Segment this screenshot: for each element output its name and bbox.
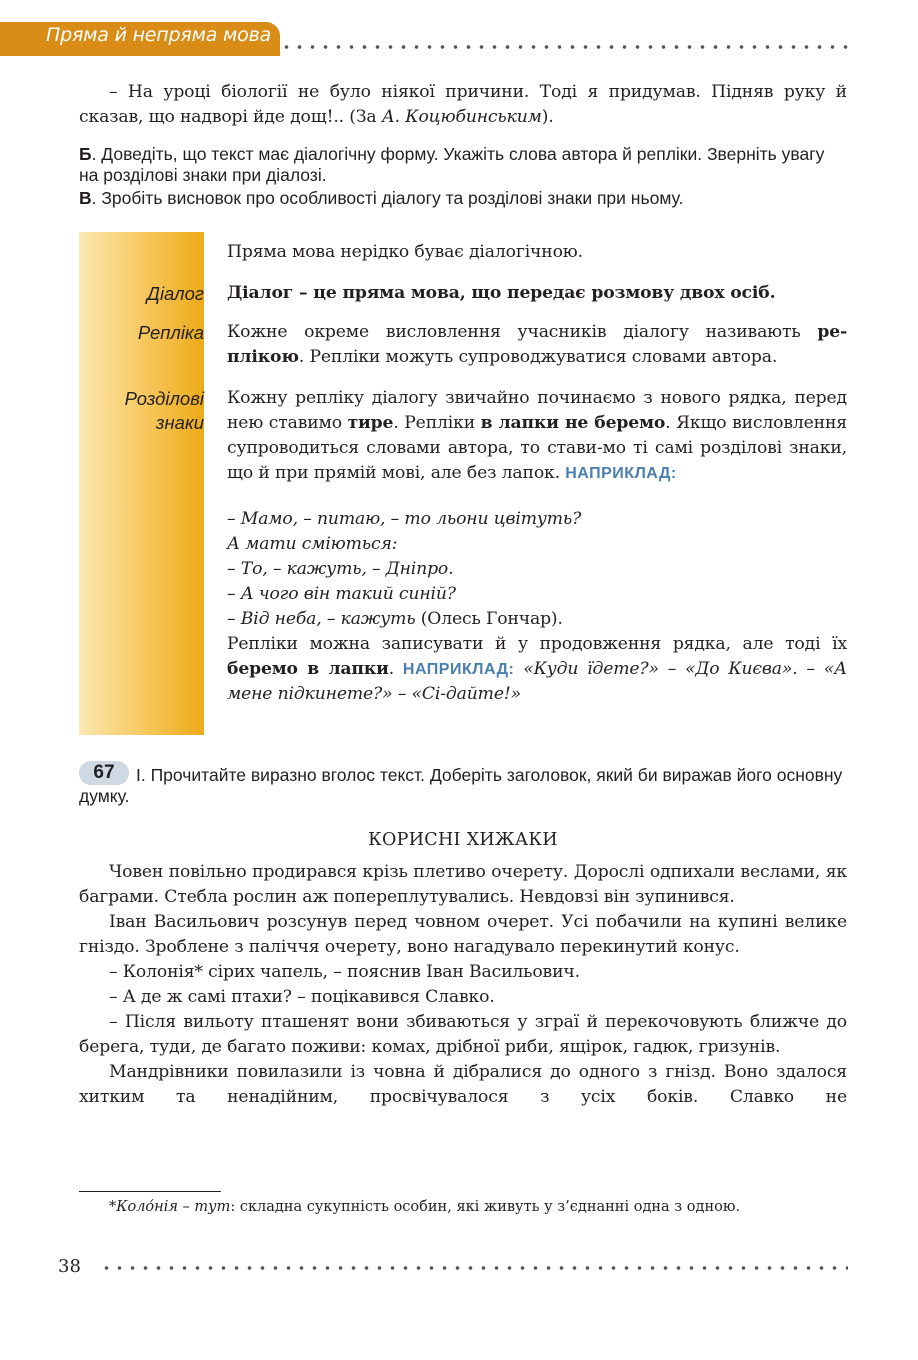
rule-punctuation: Кожну репліку діалогу звичайно починаємо з нового рядка, перед нею ставимо тире. Репліки в лапки не беремо. Якщо висловлення супроводиться словами автора, то стави-мо ті самі розділові знаки, що й при прямій мові, але без лапок. НАПРИКЛАД:: [227, 388, 847, 483]
story-paragraph: Іван Васильович розсунув перед човном очерет. Усі побачили на купині велике гніздо. Зроблене з паліччя очерету, воно нагадувало перекинутий конус.: [79, 912, 847, 957]
example-line: – Мамо, – питаю, – то льони цвітуть?: [227, 509, 582, 529]
rule-definition: Діалог – це пряма мова, що передає розмову двох осіб.: [227, 283, 776, 303]
footer-dotted-line: [100, 1265, 848, 1271]
rule-intro: Пряма мова нерідко буває діалогічною.: [227, 242, 583, 262]
story-text: [79, 860, 847, 1110]
story-paragraph: Човен повільно продирався крізь плетиво очерету. Дорослі одпихали веслами, як баграми. Стебла рослин аж попереплутувались. Невдовзі він зупинився.: [79, 862, 847, 907]
exercise-number-badge: 67: [79, 761, 129, 785]
exercise-67-task: І. Прочитайте виразно вголос текст. Доберіть заголовок, який би виражав його основну думку.: [79, 765, 843, 806]
intro-text: [79, 80, 847, 130]
example-line: – То, – кажуть, – Дніпро.: [227, 559, 454, 579]
sidebar-label-punctuation-1: Розділові: [124, 388, 204, 409]
footnote: *Коло́нія – тут: складна сукупність особин, які живуть у з’єднанні одна з одною.: [109, 1199, 741, 1215]
example-line: – Від неба, – кажуть (Олесь Гончар).: [227, 609, 563, 629]
story-paragraph: – Колонія* сірих чапель, – пояснив Іван Васильович.: [109, 962, 580, 982]
intro-paragraph: – На уроці біології не було ніякої причини. Тоді я придумав. Підняв руку й сказав, що надворі йде дощ!.. (За А. Коцюбинським).: [79, 82, 847, 127]
header-dotted-line: [280, 44, 848, 50]
story-paragraph: Мандрівники повилазили із човна й дібралися до одного з гнізд. Воно здалося хитким та ненадійним, просвічувалося з усіх боків. Славко не: [79, 1062, 847, 1107]
page-number: 38: [58, 1256, 81, 1277]
rule-example-dialog: [227, 507, 847, 632]
rule-sidebar: [79, 232, 204, 735]
rule-inline-dialog: Репліки можна записувати й у продовження рядка, але тоді їх беремо в лапки. НАПРИКЛАД: «Куди їдете?» – «До Києва». – «А мене підкинете?» – «Сі-дайте!»: [227, 634, 847, 704]
story-title: КОРИСНІ ХИЖАКИ: [368, 830, 558, 850]
story-paragraph: – А де ж самі птахи? – поцікавився Славко.: [109, 987, 495, 1007]
section-title: Пряма й непряма мова: [46, 24, 272, 46]
example-line: А мати сміються:: [227, 534, 398, 554]
task-v: В. Зробіть висновок про особливості діалогу та розділові знаки при ньому.: [79, 188, 684, 208]
example-label: НАПРИКЛАД:: [565, 465, 677, 482]
rule-replica: Кожне окреме висловлення учасників діалогу називають ре-плікою. Репліки можуть супроводжуватися словами автора.: [227, 322, 847, 367]
story-paragraph: – Після вильоту пташенят вони збиваються у зграї й перекочовують ближче до берега, туди, де багато поживи: комах, дрібної риби, ящірок, гадюк, гризунів.: [79, 1012, 847, 1057]
sidebar-label-dialog: Діалог: [146, 283, 204, 304]
example-line: – А чого він такий синій?: [227, 584, 456, 604]
footnote-divider: [79, 1191, 221, 1192]
sidebar-label-punctuation-2: знаки: [155, 412, 204, 433]
task-b: Б. Доведіть, що текст має діалогічну форму. Укажіть слова автора й репліки. Зверніть увагу на розділові знаки при діалозі.: [79, 144, 825, 185]
tasks: [79, 144, 847, 209]
sidebar-label-replica: Репліка: [137, 322, 204, 343]
example-label-2: НАПРИКЛАД:: [402, 661, 515, 678]
